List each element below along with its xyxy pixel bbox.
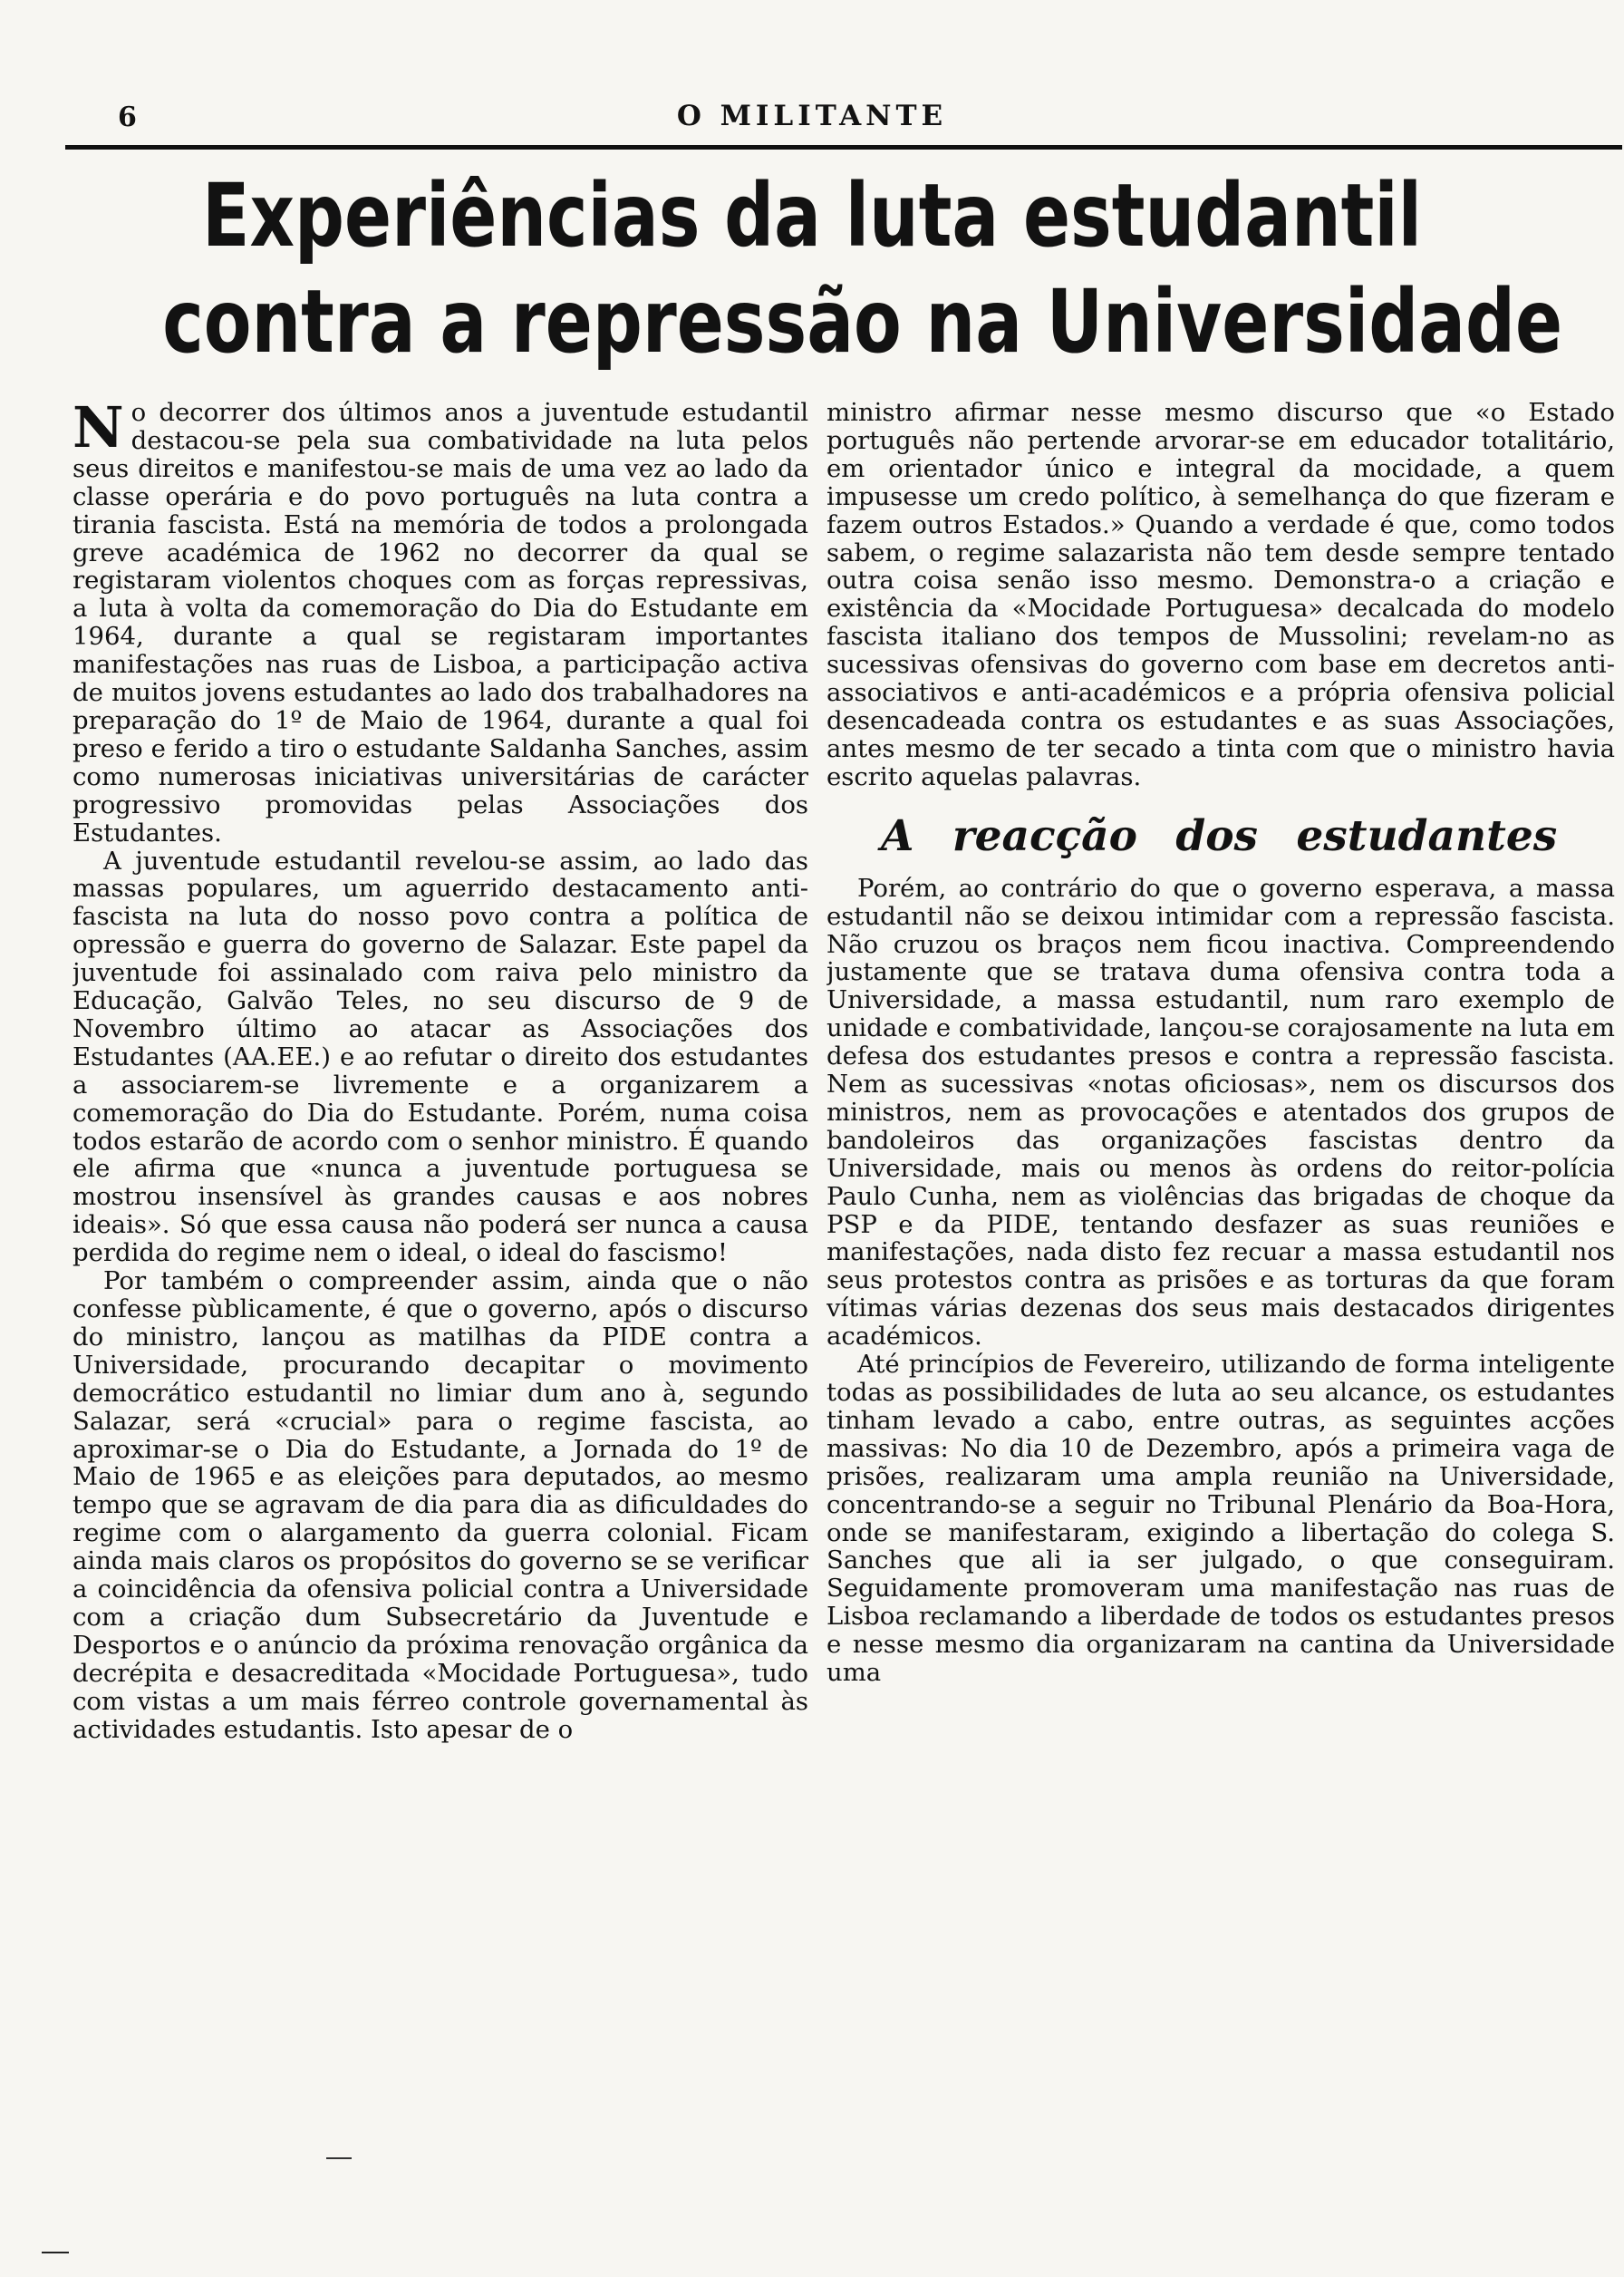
paragraph: A juventude estudantil revelou-se assim, ao lado das massas populares, um aguerrido destacamento anti-fascista na luta do nosso povo contra a política de opressão e guerra do governo de Salazar. Este papel da juventude foi assinalado com raiva pelo ministro da Educação, Galvão Teles, no seu discurso de 9 de Novembro último ao atacar as Associações dos Estudantes (AA.EE.) e ao refutar o direito dos estudantes a associarem-se livremente e a organizarem a comemoração do Dia do Estudante. Porém, numa coisa todos estarão de acordo com o senhor ministro. É quando ele afirma que «nunca a juventude portuguesa se mostrou insensível às grandes causas e aos nobres ideais». Só que essa causa não poderá ser nunca a causa perdida do regime nem o ideal, o ideal do fascismo! <box>72 846 808 1268</box>
corner-mark <box>42 2239 69 2253</box>
article-headline <box>162 163 1563 375</box>
headline-line-1: Experiências da luta estudantil <box>202 165 1422 266</box>
headline-line-2: contra a repressão na Universidade <box>162 271 1563 373</box>
paragraph <box>72 399 808 848</box>
paragraph: Até princípios de Fevereiro, utilizando de forma inteligente todas as possibilidades de luta ao seu alcance, os estudantes tinham levado a cabo, entre outras, as seguintes acções massivas: No dia 10 de Dezembro, após a primeira vaga de prisões, realizaram uma ampla reunião na Universidade, concentrando-se a seguir no Tribunal Plenário da Boa-Hora, onde se manifestaram, exigindo a libertação do colega S. Sanches que ali ia ser julgado, o que conseguiram. Seguidamente promoveram uma manifestação nas ruas de Lisboa reclamando a liberdade de todos os estudantes presos e nesse mesmo dia organizaram na cantina da Universidade uma <box>826 1350 1615 1688</box>
print-mark <box>326 2157 352 2159</box>
right-column <box>826 399 1615 2239</box>
paragraph: ministro afirmar nesse mesmo discurso que «o Estado português não pertende arvorar-se em educador totalitário, em orientador único e integral da mocidade, a quem impusesse um credo político, à semelhança do que fizeram e fazem outros Estados.» Quando a verdade é que, como todos sabem, o regime salazarista não tem desde sempre tentado outra coisa senão isso mesmo. Demonstra-o a criação e existência da «Mocidade Portuguesa» decalcada do modelo fascista italiano dos tempos de Mussolini; revelam-no as sucessivas ofensivas do governo com base em decretos anti-associativos e anti-académicos e a própria ofensiva policial desencadeada contra os estudantes e as suas Associações, antes mesmo de ter secado a tinta com que o ministro havia escrito aquelas palavras. <box>826 399 1615 791</box>
paragraph: Por também o compreender assim, ainda que o não confesse pùblicamente, é que o governo, após o discurso do ministro, lançou as matilhas da PIDE contra a Universidade, procurando decapitar o movimento democrático estudantil no limiar dum ano à, segundo Salazar, será «crucial» para o regime fascista, ao aproximar-se o Dia do Estudante, a Jornada do 1º de Maio de 1965 e as eleições para deputados, ao mesmo tempo que se agravam de dia para dia as dificuldades do regime com o alargamento da guerra colonial. Ficam ainda mais claros os propósitos do governo se se verificar a coincidência da ofensiva policial contra a Universidade com a criação dum Subsecretário da Juventude e Desportos e o anúncio da próxima renovação orgânica da decrépita e desacreditada «Mocidade Portuguesa», tudo com vistas a um mais férreo controle governamental às actividades estudantis. Isto apesar de o <box>72 1266 808 1744</box>
left-column <box>72 399 808 2239</box>
page-number: 6 <box>118 102 137 133</box>
drop-cap: N <box>72 399 124 460</box>
paragraph: Porém, ao contrário do que o governo esperava, a massa estudantil não se deixou intimidar com a repressão fascista. Não cruzou os braços nem ficou inactiva. Compreendendo justamente que se tratava duma ofensiva contra toda a Universidade, a massa estudantil, num raro exemplo de unidade e combatividade, lançou-se corajosamente na luta em defesa dos estudantes presos e contra a repressão fascista. Nem as sucessivas «notas oficiosas», nem os discursos dos ministros, nem as provocações e atentados dos grupos de bandoleiros das organizações fascistas dentro da Universidade, mais ou menos às ordens do reitor-polícia Paulo Cunha, nem as violências das brigadas de choque da PSP e da PIDE, tentando desfazer as suas reuniões e manifestações, nada disto fez recuar a massa estudantil nos seus protestos contra as prisões e as torturas da que foram vítimas várias dezenas dos seus mais destacados dirigentes académicos. <box>826 873 1615 1352</box>
header-rule <box>65 145 1622 150</box>
publication-title: O MILITANTE <box>676 100 948 132</box>
section-subheading: A reacção dos estudantes <box>881 810 1558 861</box>
paragraph-text: o decorrer dos últimos anos a juventude estudantil destacou-se pela sua combatividade na luta pelos seus direitos e manifestou-se mais de uma vez ao lado da classe operária e do povo português na luta contra a tirania fascista. Está na memória de todos a prolongada greve académica de 1962 no decorrer da qual se registaram violentos choques com as forças repressivas, a luta à volta da comemoração do Dia do Estudante em 1964, durante a qual se registaram importantes manifestações nas ruas de Lisboa, a participação activa de muitos jovens estudantes ao lado dos trabalhadores na preparação do 1º de Maio de 1964, durante a qual foi preso e ferido a tiro o estudante Saldanha Sanches, assim como numerosas iniciativas universitárias de carácter progressivo promovidas pelas Associações dos Estudantes. <box>72 399 808 848</box>
